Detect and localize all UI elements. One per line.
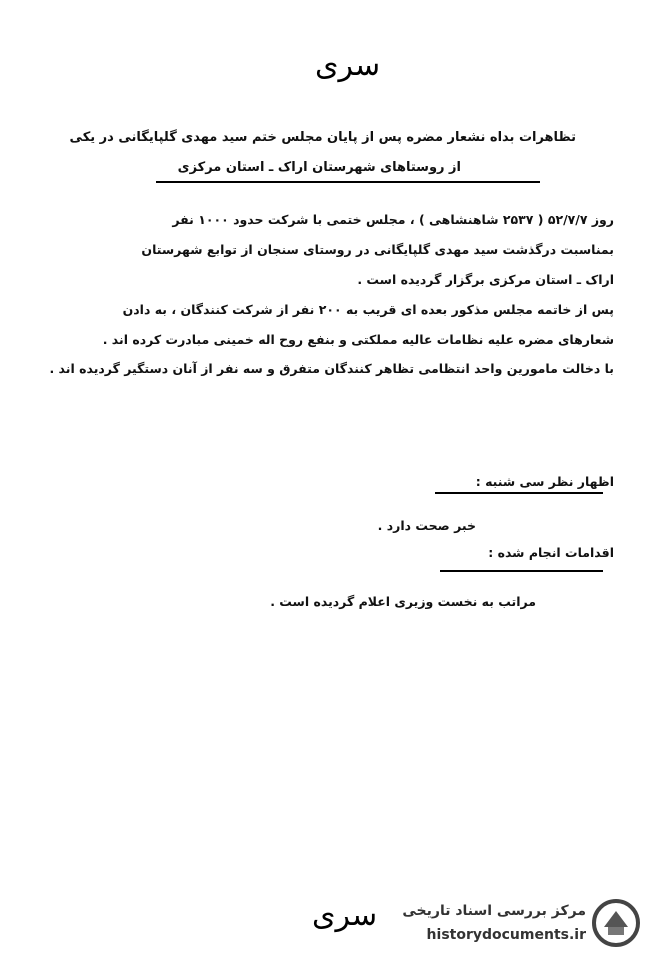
source-opinion-label: اظهار نظر سی شنبه : (475, 474, 614, 489)
body-line: روز ۵۲/۷/۷ ( ۲۵۳۷ شاهنشاهی ) ، مجلس ختمی با شرکت حدود ۱۰۰۰ نفر (172, 212, 614, 227)
body-line: اراک ـ استان مرکزی برگزار گردیده است . (357, 272, 614, 287)
actions-text: مراتب به نخست وزیری اعلام گردیده است . (270, 594, 536, 609)
document-title-line-1: تظاهرات بداه نشعار مضره پس از پایان مجلس ختم سید مهدی گلپایگانی در یکی (69, 130, 576, 145)
source-opinion-text: خبر صحت دارد . (377, 518, 476, 533)
title-underline (156, 181, 540, 183)
actions-underline (440, 570, 603, 572)
body-line: پس از خاتمه مجلس مذکور بعده ای قریب به ۲۰۰ نفر از شرکت کنندگان ، به دادن (122, 302, 614, 317)
watermark-url: historydocuments.ir (426, 927, 586, 943)
watermark-name: مرکز بررسی اسناد تاریخی (402, 903, 586, 919)
body-line: بمناسبت درگذشت سید مهدی گلپایگانی در روستای سنجان از توابع شهرستان (141, 242, 614, 257)
classification-header: سری (315, 48, 381, 83)
classification-footer: سری (312, 898, 378, 933)
watermark (372, 895, 650, 955)
source-opinion-underline (435, 492, 603, 494)
body-line: شعارهای مضره علیه نظامات عالیه مملکتی و بنفع روح اله خمینی مبادرت کرده اند . (102, 332, 614, 347)
body-line: با دخالت مامورین واحد انتظامی تظاهر کنندگان متفرق و سه نفر از آنان دستگیر گردیده اند . (49, 361, 614, 376)
document-title-line-2: از روستاهای شهرستان اراک ـ استان مرکزی (177, 160, 461, 175)
archive-logo-icon (590, 897, 642, 949)
actions-label: اقدامات انجام شده : (488, 545, 614, 560)
